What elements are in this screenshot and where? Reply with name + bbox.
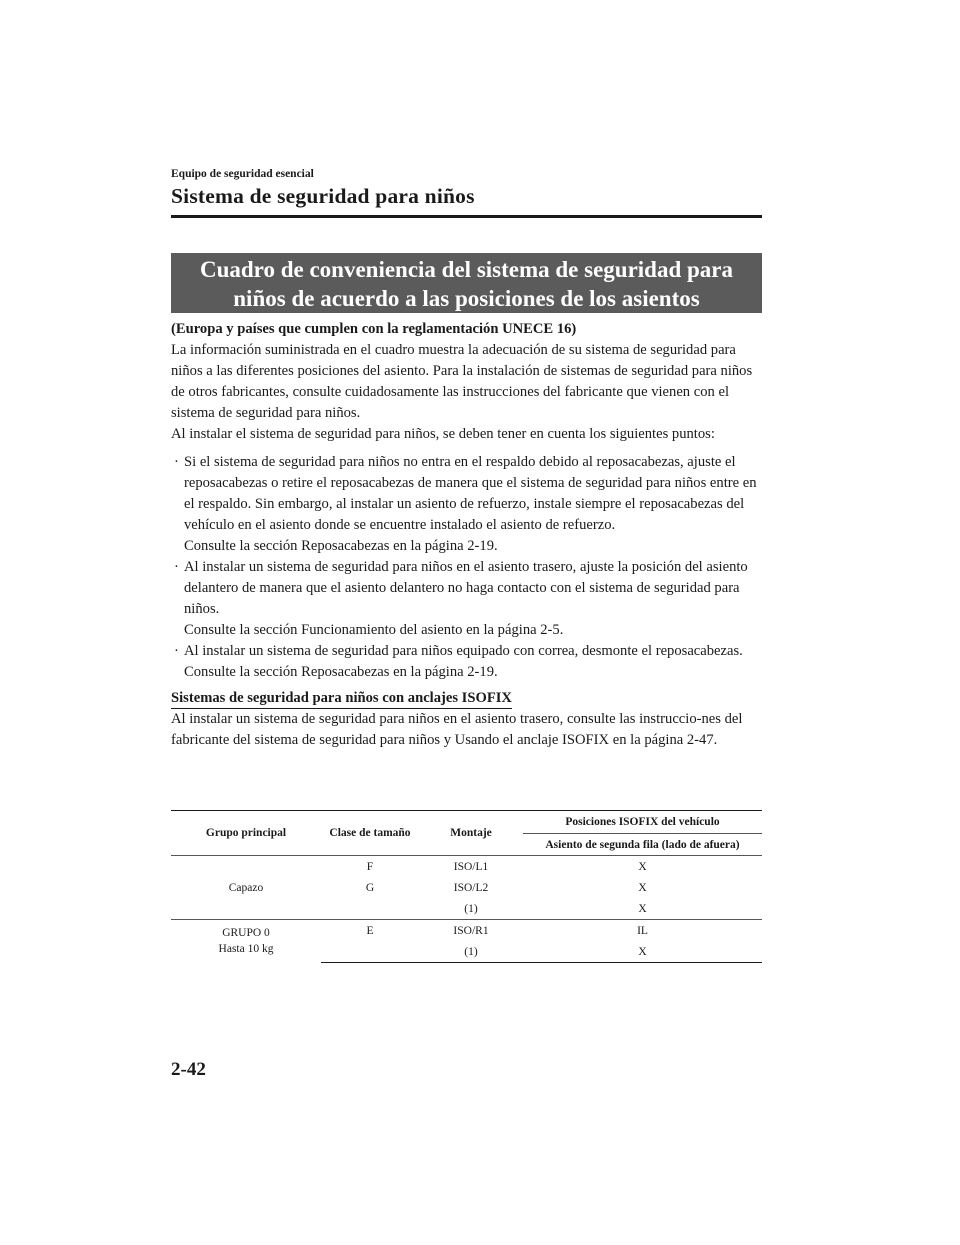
- header-mount: Montaje: [419, 811, 523, 856]
- topic-banner: [171, 253, 762, 313]
- mount-cell: ISO/L1: [419, 856, 523, 878]
- bullet-mark: ·: [174, 643, 179, 659]
- manual-page: [171, 0, 762, 1245]
- size-class-cell: E: [321, 920, 419, 942]
- list-item: [171, 557, 762, 641]
- title-divider: [171, 215, 762, 218]
- point-text: Si el sistema de seguridad para niños no entra en el respaldo debido al reposacabezas, ajuste el reposacabezas o retire el reposacabezas de manera que el sistema de seguridad para niños entre en el respaldo. Sin embargo, al instalar un asiento de refuerzo, instale siempre el reposacabezas del vehículo en el asiento donde se encuentre instalado el asiento de refuerzo.: [184, 454, 757, 533]
- table-row: [171, 856, 762, 878]
- cross-reference: Consulte la sección Funcionamiento del asiento en la página 2-5.: [184, 622, 564, 638]
- cross-reference: Consulte la sección Reposacabezas en la página 2-19.: [184, 664, 498, 680]
- suitability-cell: X: [523, 941, 762, 963]
- header-group: Grupo principal: [171, 811, 321, 856]
- list-item: [171, 641, 762, 683]
- size-class-cell: G: [365, 881, 375, 894]
- suitability-cell: X: [523, 856, 762, 878]
- isofix-suitability-table: [171, 810, 762, 963]
- section-title: Sistema de seguridad para niños: [171, 184, 475, 208]
- list-item: [171, 452, 762, 557]
- suitability-cell: IL: [523, 920, 762, 942]
- page-number: 2-42: [171, 1059, 206, 1080]
- group-cell: [171, 920, 321, 963]
- suitability-cell: X: [638, 881, 647, 894]
- intro-paragraph: La información suministrada en el cuadro muestra la adecuación de su sistema de seguridad para niños a las diferentes posiciones del asiento. Para la instalación de sistemas de seguridad para niños de otros fabricantes, consulte cuidadosamente las instrucciones del fabricante que vienen con el sistema de seguridad para niños.: [171, 342, 753, 421]
- header-second-row-seat: Asiento de segunda fila (lado de afuera): [523, 834, 762, 856]
- group-weight: Hasta 10 kg: [218, 943, 274, 956]
- size-class-cell: [321, 941, 419, 963]
- bullet-mark: ·: [174, 559, 179, 575]
- region-subheading: (Europa y países que cumplen con la reglamentación UNECE 16): [171, 321, 577, 337]
- chapter-label: Equipo de seguridad esencial: [171, 168, 314, 180]
- banner-line-2: niños de acuerdo a las posiciones de los asientos: [233, 286, 700, 311]
- banner-line-1: Cuadro de conveniencia del sistema de seguridad para: [199, 257, 734, 282]
- point-text: Al instalar un sistema de seguridad para niños en el asiento trasero, ajuste la posición del asiento delantero de manera que el asiento delantero no haga contacto con el sistema de seguridad para niños.: [184, 559, 748, 617]
- group-name: Capazo: [228, 881, 264, 894]
- isofix-paragraph: Al instalar un sistema de seguridad para niños en el asiento trasero, consulte las instruccio-nes del fabricante del sistema de seguridad para niños y Usando el anclaje ISOFIX en la página 2-47.: [171, 711, 743, 748]
- isofix-heading: Sistemas de seguridad para niños con anclajes ISOFIX: [171, 689, 512, 709]
- installation-points-list: [171, 452, 762, 683]
- header-isofix-positions: Posiciones ISOFIX del vehículo: [523, 811, 762, 834]
- table-row: [171, 920, 762, 942]
- mount-cell: ISO/L2: [453, 881, 489, 894]
- size-class-cell: [321, 898, 419, 920]
- mount-cell: (1): [464, 902, 478, 915]
- suitability-cell: X: [638, 902, 647, 915]
- mount-cell: (1): [419, 941, 523, 963]
- group-cell: [171, 856, 321, 920]
- cross-reference: Consulte la sección Reposacabezas en la página 2-19.: [184, 538, 498, 554]
- group-name: GRUPO 0: [222, 927, 270, 940]
- point-text: Al instalar un sistema de seguridad para niños equipado con correa, desmonte el reposacabezas.: [184, 643, 743, 659]
- intro-lead: Al instalar el sistema de seguridad para niños, se deben tener en cuenta los siguientes puntos:: [171, 426, 715, 442]
- header-size-class: Clase de tamaño: [321, 811, 419, 856]
- bullet-mark: ·: [174, 454, 179, 470]
- size-class-cell: F: [321, 856, 419, 878]
- body-text: [171, 319, 762, 751]
- mount-cell: ISO/R1: [419, 920, 523, 942]
